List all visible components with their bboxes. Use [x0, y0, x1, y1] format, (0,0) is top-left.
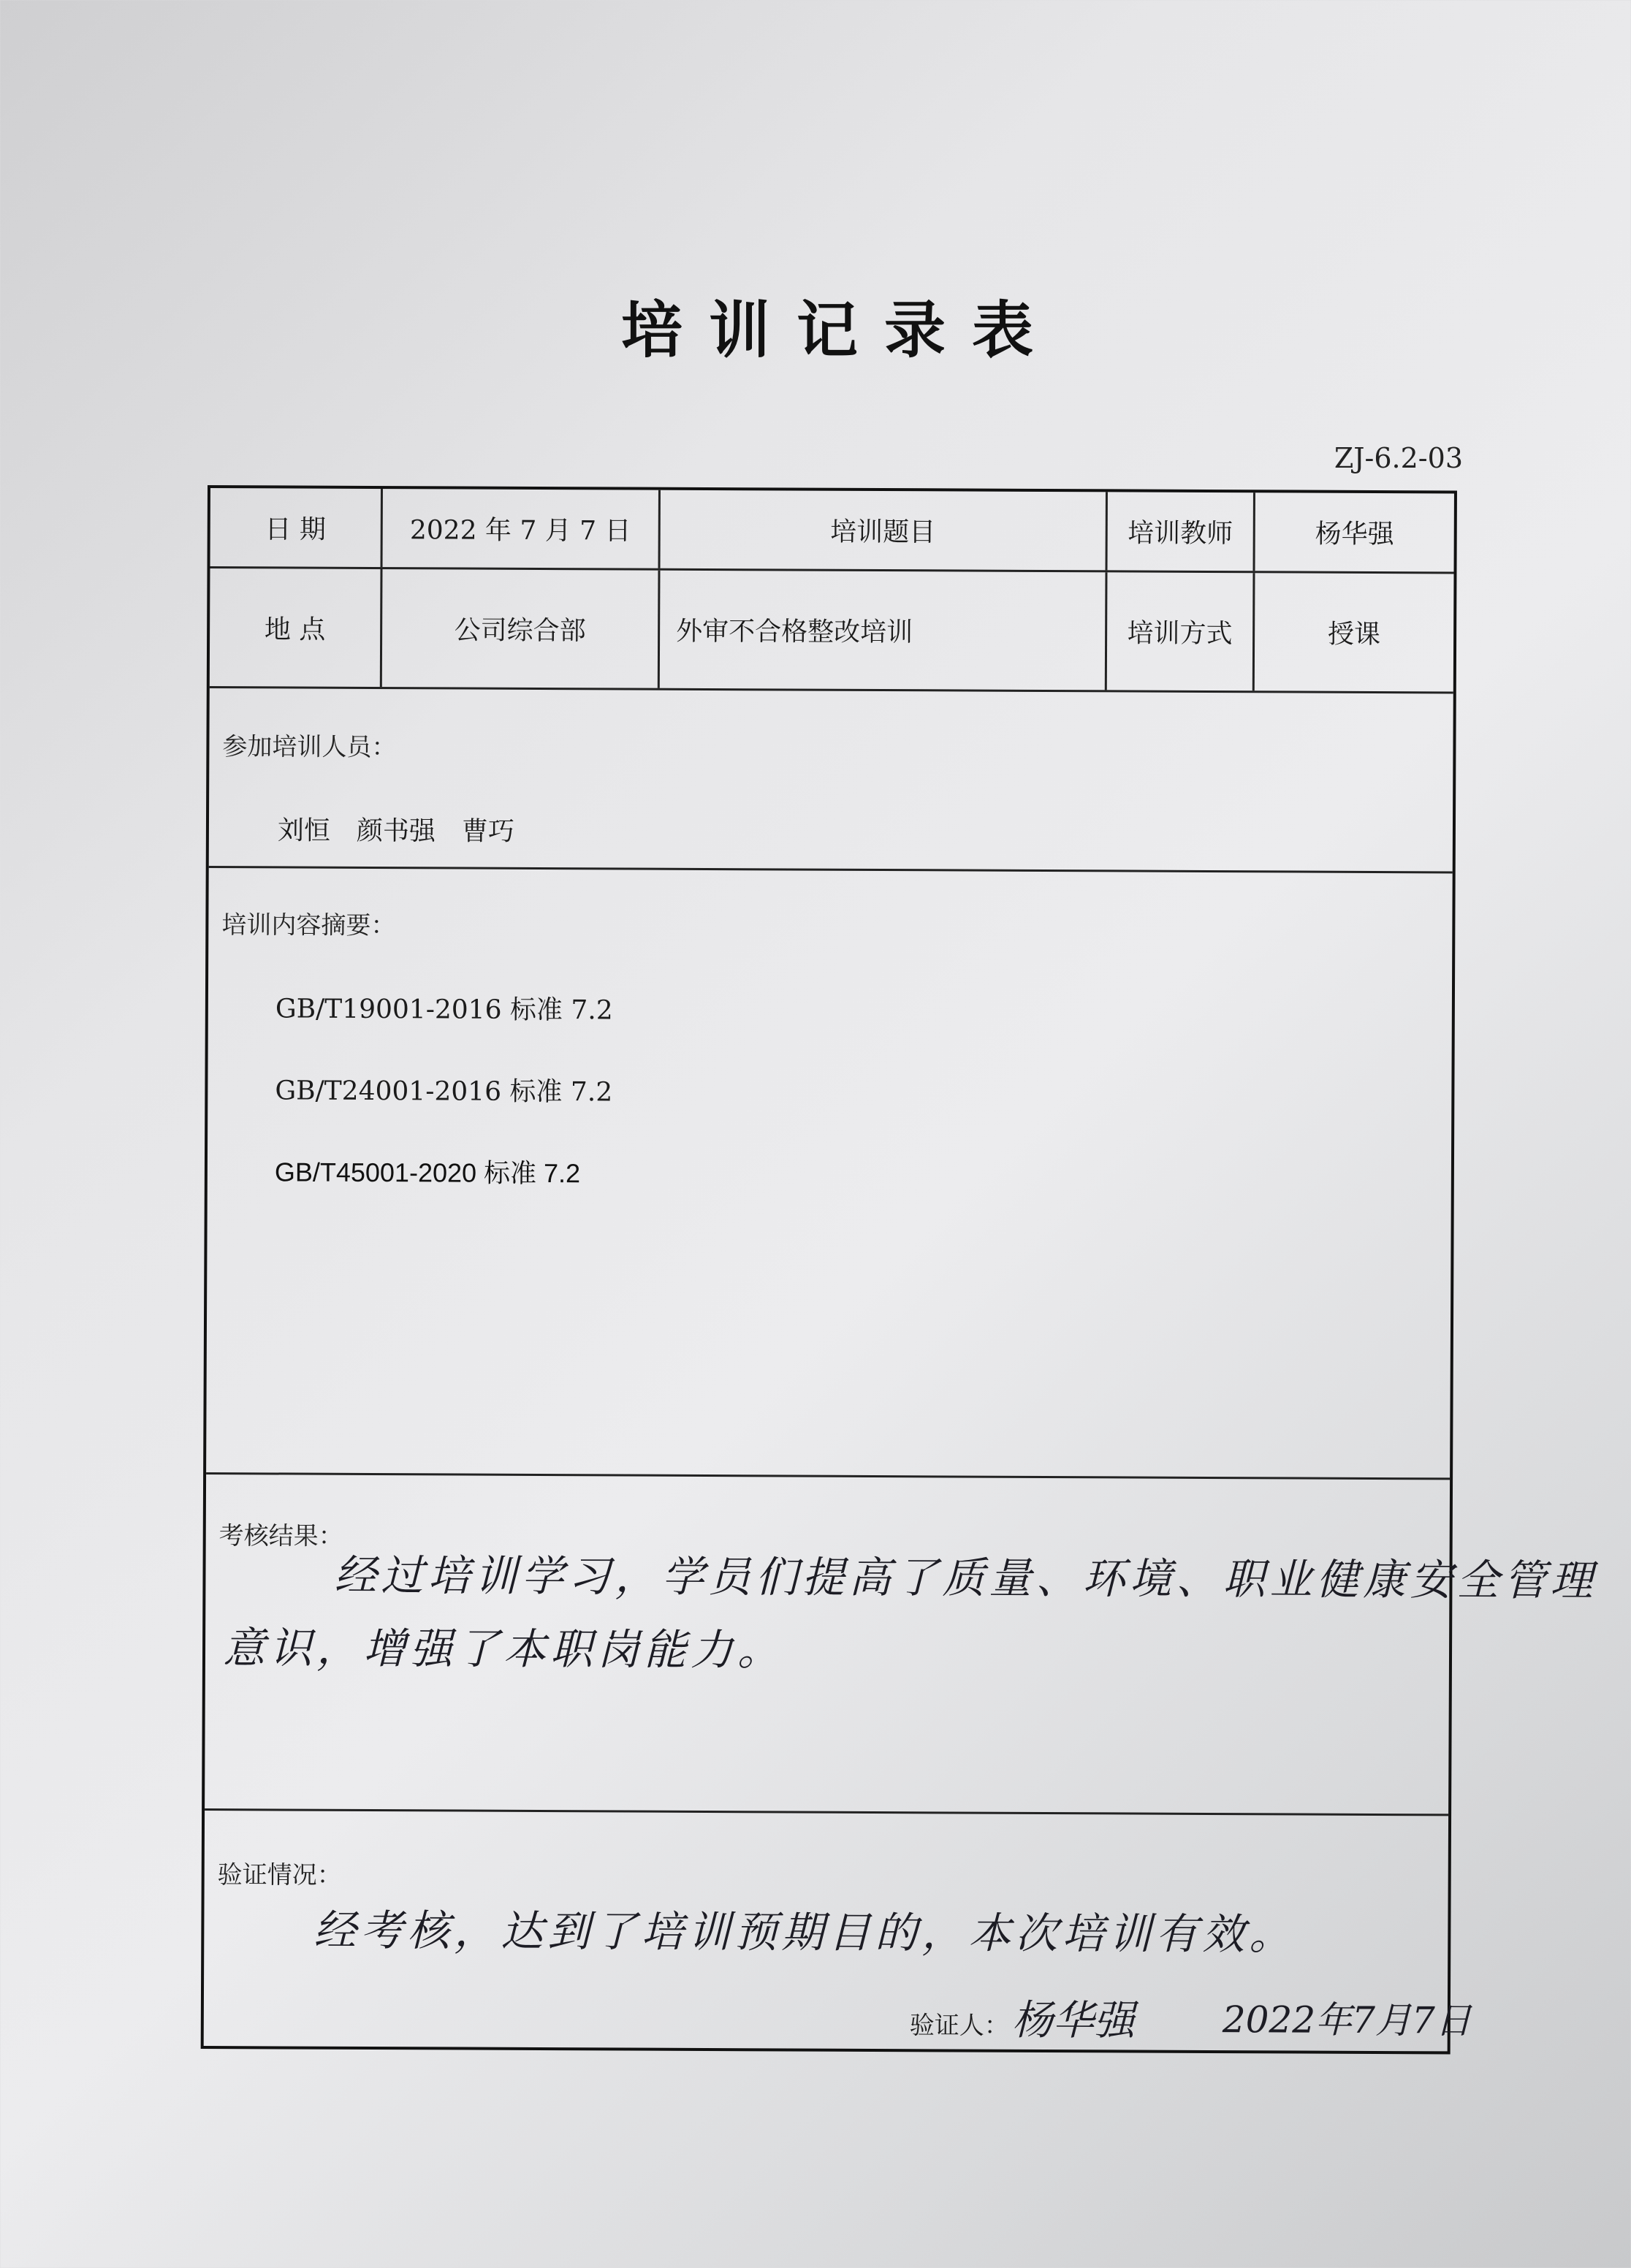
training-record-form — [201, 485, 1597, 2054]
document-title: 培训记录表 — [620, 294, 1060, 366]
participants-names: 刘恒 颜书强 曹巧 — [277, 815, 515, 847]
teacher-value: 杨华强 — [1315, 519, 1394, 550]
method-value: 授课 — [1328, 619, 1381, 650]
participants-label: 参加培训人员： — [222, 732, 397, 763]
participants-section — [209, 688, 1453, 873]
verifier-date: 2022年7月7日 — [1222, 1998, 1472, 2042]
verification-section — [204, 1811, 1472, 2051]
assessment-section — [205, 1474, 1597, 1816]
assessment-handwriting-line2: 意识，增强了本职岗能力。 — [222, 1623, 785, 1675]
verification-label: 验证情况： — [217, 1860, 342, 1890]
content-item: GB/T19001-2016 标准 7.2 — [275, 994, 613, 1026]
content-item: GB/T24001-2016 标准 7.2 — [275, 1076, 613, 1108]
document-code: ZJ-6.2-03 — [1334, 442, 1463, 474]
topic-value: 外审不合格整改培训 — [660, 571, 1108, 690]
content-item: GB/T45001-2020 标准 7.2 — [274, 1157, 581, 1189]
header-row — [210, 488, 1454, 574]
topic-label: 培训题目 — [661, 490, 1108, 571]
content-label: 培训内容摘要： — [221, 910, 396, 941]
teacher-label: 培训教师 — [1108, 492, 1255, 571]
assessment-label: 考核结果： — [218, 1521, 343, 1551]
date-value: 2022 年 7 月 7 日 — [383, 489, 661, 568]
assessment-handwriting-line1: 经过培训学习，学员们提高了质量、环境、职业健康安全管理 — [334, 1550, 1597, 1606]
verifier-signature: 杨华强 — [1011, 1996, 1135, 2045]
location-label: 地 点 — [210, 568, 383, 687]
location-value: 公司综合部 — [382, 569, 661, 688]
verification-handwriting: 经考核，达到了培训预期目的，本次培训有效。 — [313, 1905, 1296, 1960]
location-row — [210, 568, 1454, 693]
method-label: 培训方式 — [1107, 572, 1255, 690]
verifier-label: 验证人： — [909, 2011, 1009, 2041]
content-section — [206, 868, 1453, 1480]
date-label: 日 期 — [210, 488, 383, 567]
